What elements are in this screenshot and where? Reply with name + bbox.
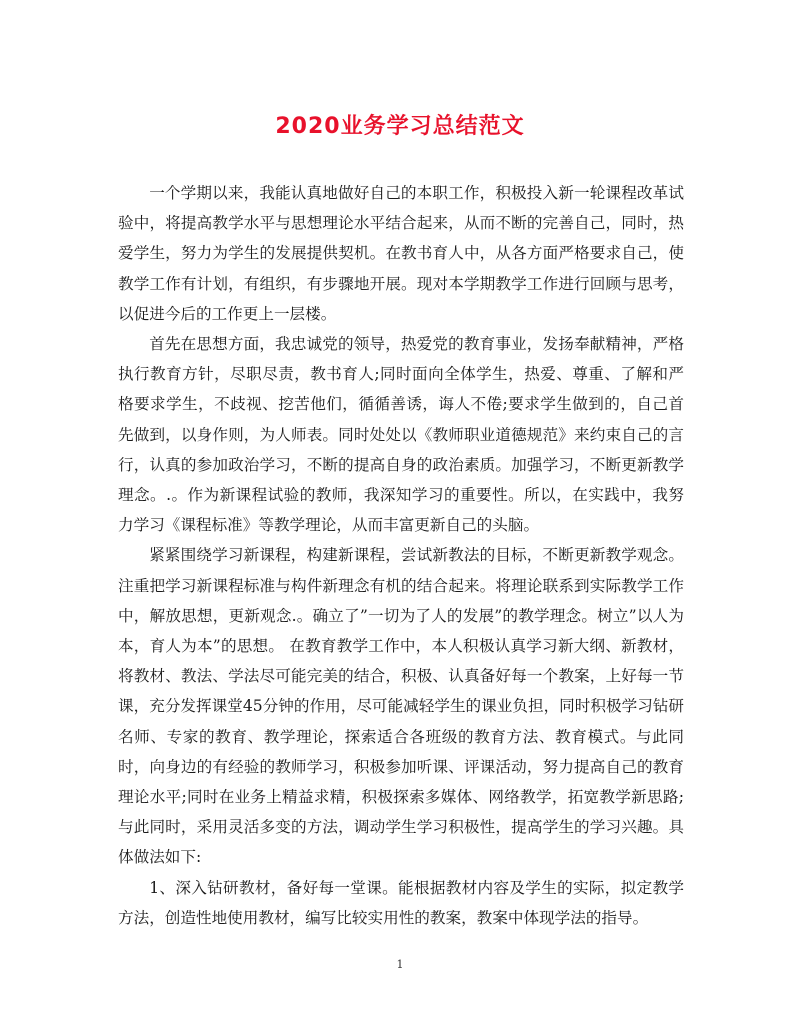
paragraph-method-1: 1、深入钻研教材，备好每一堂课。能根据教材内容及学生的实际，拟定教学方法，创造性地使用教材，编写比较实用性的教案，教案中体现学法的指导。 xyxy=(118,878,684,927)
document-body xyxy=(118,178,684,933)
paragraph-ideology: 首先在思想方面，我忠诚党的领导，热爱党的教育事业，发扬奉献精神，严格执行教育方针，尽职尽责，教书育人;同时面向全体学生，热爱、尊重、了解和严格要求学生，不歧视、挖苦他们，循循善诱，诲人不倦;要求学生做到的，自己首先做到，以身作则，为人师表。同时处处以《教师职业道德规范》来约束自己的言行，认真的参加政治学习，不断的提高自身的政治素质。加强学习，不断更新教学理念。.。作为新课程试验的教师，我深知学习的重要性。所以，在实践中，我努力学习《课程标准》等教学理论，从而丰富更新自己的头脑。 xyxy=(118,335,684,535)
document-title: 2020业务学习总结范文 xyxy=(275,114,525,139)
paragraph-intro: 一个学期以来，我能认真地做好自己的本职工作，积极投入新一轮课程改革试验中，将提高教学水平与思想理论水平结合起来，从而不断的完善自己，同时，热爱学生，努力为学生的发展提供契机。在教书育人中，从各方面严格要求自己，使教学工作有计划，有组织，有步骤地开展。现对本学期教学工作进行回顾与思考，以促进今后的工作更上一层楼。 xyxy=(118,184,684,323)
page-number: 1 xyxy=(396,958,404,971)
paragraph-curriculum: 紧紧围绕学习新课程，构建新课程，尝试新教法的目标，不断更新教学观念。注重把学习新课程标准与构件新理念有机的结合起来。将理论联系到实际教学工作中，解放思想，更新观念.。确立了”一切为了人的发展”的教学理念。树立”以人为本，育人为本”的思想。 在教育教学工作中，本人积极认真学习新大纲、新教材，将教材、教法、学法尽可能完美的结合，积极、认真备好每一个教案，上好每一节课，充分发挥课堂45分钟的作用，尽可能减轻学生的课业负担，同时积极学习钻研名师、专家的教育、教学理论，探索适合各班级的教育方法、教育模式。与此同时，向身边的有经验的教师学习，积极参加听课、评课活动，努力提高自己的教育理论水平;同时在业务上精益求精，积极探索多媒体、网络教学，拓宽教学新思路;与此同时，采用灵活多变的方法，调动学生学习积极性，提高学生的学习兴趣。具体做法如下: xyxy=(118,546,684,867)
